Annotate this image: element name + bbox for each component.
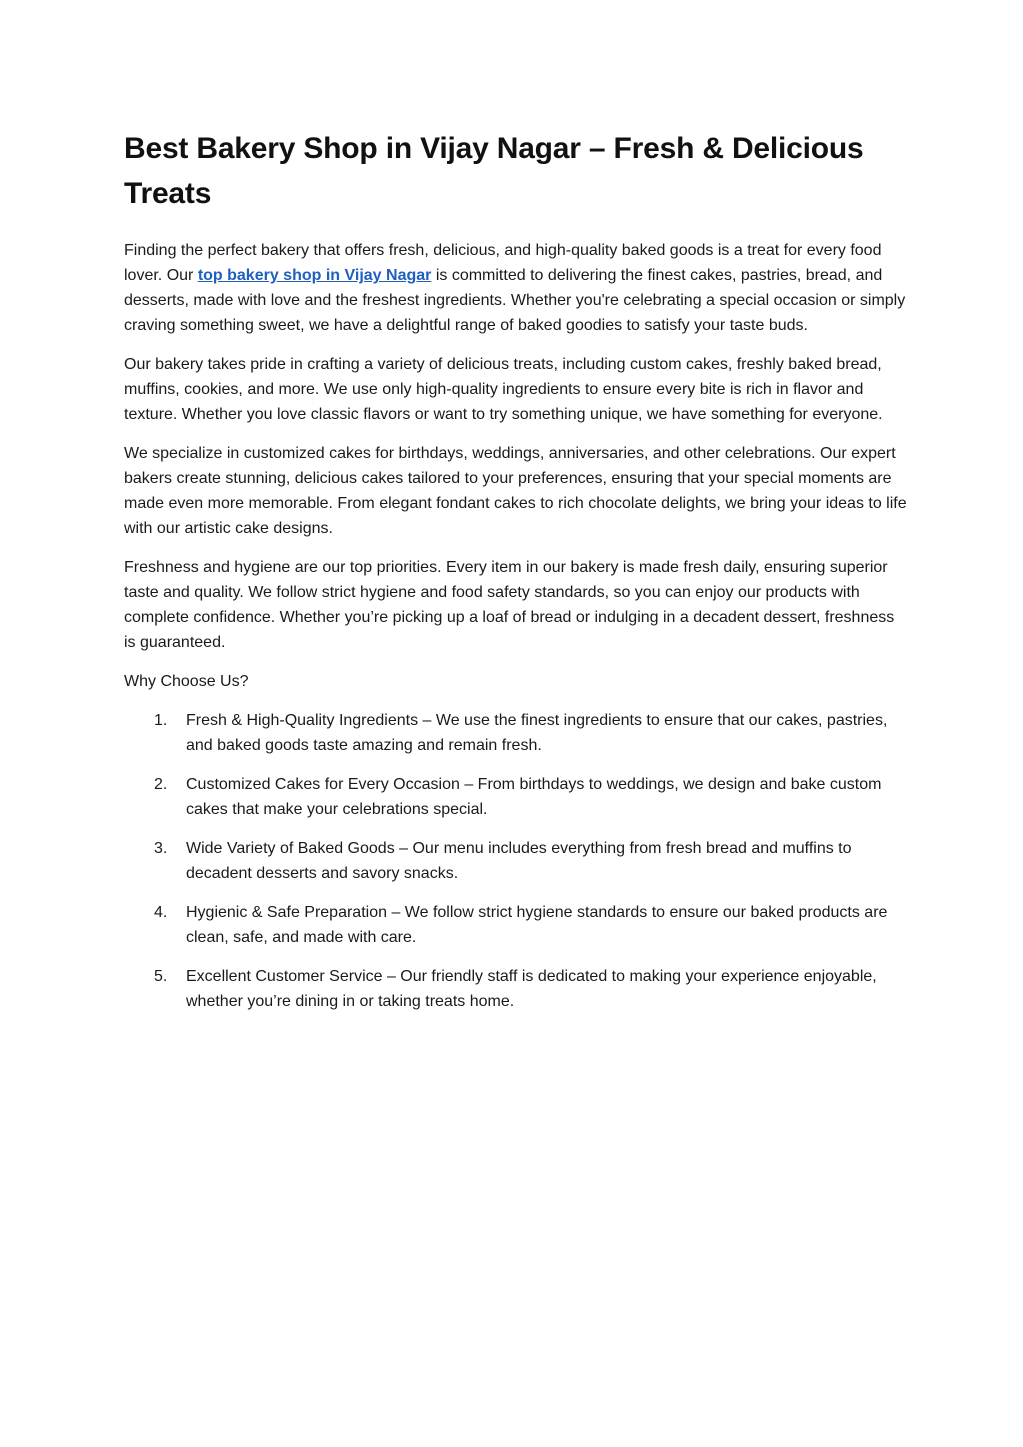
list-item [124, 836, 909, 886]
list-item-number: 3. [154, 840, 168, 857]
intro-text-after-link: is committed to delivering the finest cakes, pastries, bread, and desserts, made with love and the freshest ingredients. Whether you're celebrating a special occasion or simply craving something sweet, we have a delightful range of baked goodies to satisfy your taste buds. [124, 267, 906, 334]
intro-text-before-link: Finding the perfect bakery that offers fresh, delicious, and high-quality baked goods is a treat for every food lover. Our [124, 242, 882, 284]
paragraph-custom-cakes: We specialize in customized cakes for birthdays, weddings, anniversaries, and other celebrations. Our expert bakers create stunning, delicious cakes tailored to your preferences, ensuring that your special moments are made even more memorable. From elegant fondant cakes to rich chocolate delights, we bring your ideas to life with our artistic cake designs. [124, 445, 907, 537]
list-item-number: 5. [154, 968, 168, 985]
list-item-number: 1. [154, 712, 168, 729]
list-item-text: Fresh & High-Quality Ingredients – We use the finest ingredients to ensure that our cakes, pastries, and baked goods taste amazing and remain fresh. [186, 712, 888, 754]
reasons-list [124, 708, 909, 1014]
intro-paragraph [124, 238, 909, 338]
list-item [124, 964, 909, 1014]
why-choose-us-heading: Why Choose Us? [124, 673, 249, 690]
list-item-number: 4. [154, 904, 168, 921]
list-item-text: Hygienic & Safe Preparation – We follow strict hygiene standards to ensure our baked products are clean, safe, and made with care. [186, 904, 888, 946]
list-item [124, 708, 909, 758]
list-item-number: 2. [154, 776, 168, 793]
list-item-text: Customized Cakes for Every Occasion – From birthdays to weddings, we design and bake custom cakes that make your celebrations special. [186, 776, 882, 818]
list-item [124, 772, 909, 822]
paragraph-variety: Our bakery takes pride in crafting a variety of delicious treats, including custom cakes, freshly baked bread, muffins, cookies, and more. We use only high-quality ingredients to ensure every bite is rich in flavor and texture. Whether you love classic flavors or want to try something unique, we have something for everyone. [124, 356, 883, 423]
paragraph-freshness: Freshness and hygiene are our top priorities. Every item in our bakery is made fresh daily, ensuring superior taste and quality. We follow strict hygiene and food safety standards, so you can enjoy our products with complete confidence. Whether you’re picking up a loaf of bread or indulging in a decadent dessert, freshness is guaranteed. [124, 559, 895, 651]
document-title: Best Bakery Shop in Vijay Nagar – Fresh & Delicious Treats [124, 132, 864, 210]
list-item-text: Excellent Customer Service – Our friendly staff is dedicated to making your experience enjoyable, whether you’re dining in or taking treats home. [186, 968, 877, 1010]
list-item-text: Wide Variety of Baked Goods – Our menu includes everything from fresh bread and muffins to decadent desserts and savory snacks. [186, 840, 852, 882]
document-page [124, 126, 909, 1028]
list-item [124, 900, 909, 950]
bakery-shop-link[interactable]: top bakery shop in Vijay Nagar [197, 267, 432, 284]
